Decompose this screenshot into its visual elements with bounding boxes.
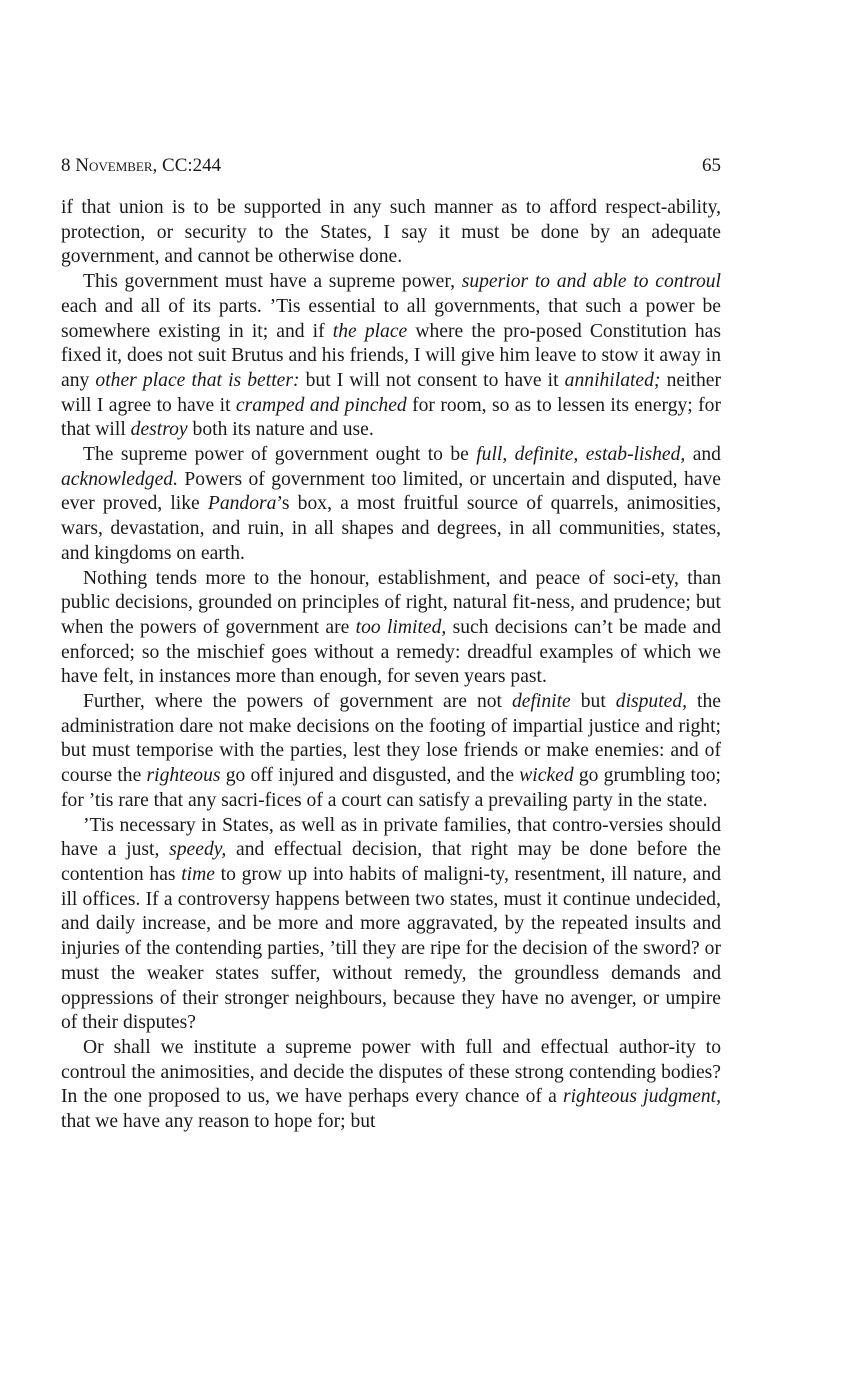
running-head-left bbox=[61, 150, 221, 182]
text-run: such decisions can’t be made and enforced; so the mischief goes without a remedy: dreadful examples of which we have felt, in instances more than enough, for seven years past. bbox=[61, 616, 722, 688]
italic-text: disputed, bbox=[615, 691, 688, 713]
header-date: 8 November, bbox=[61, 155, 158, 176]
body-text bbox=[61, 196, 721, 1135]
paragraph bbox=[61, 1036, 721, 1135]
italic-text: definite bbox=[511, 691, 571, 713]
italic-text: acknowledged. bbox=[61, 468, 178, 490]
text-run: where the pro-posed Constitution has fixed it, does not suit Brutus and his friends, I will give him leave to stow it away in any bbox=[61, 320, 721, 391]
text-run: the administration dare not make decisions on the footing of impartial justice and right; but must temporise with the parties, lest they lose friends or make enemies: and of course the bbox=[61, 691, 721, 787]
text-run: go off injured and disgusted, and the bbox=[220, 765, 520, 787]
italic-text: wicked bbox=[519, 765, 574, 787]
text-run: Powers of government too limited, or uncertain and disputed, have ever proved, like bbox=[61, 468, 721, 515]
italic-text: righteous judgment, bbox=[562, 1086, 721, 1108]
text-run: both its nature and use. bbox=[187, 419, 374, 441]
document-page bbox=[61, 150, 721, 1135]
italic-text: time bbox=[181, 863, 215, 885]
italic-text: the place bbox=[332, 320, 408, 342]
text-run: This government must have a supreme power, bbox=[83, 271, 462, 293]
text-run: but I will not consent to have it bbox=[299, 369, 565, 391]
header-doc-ref: CC:244 bbox=[162, 155, 222, 176]
italic-text: destroy bbox=[130, 419, 188, 441]
text-run: Or shall we institute a supreme power with full and effectual author-ity to controul the animosities, and decide the disputes of these strong contending bodies? In the one proposed to us, we have perhaps every chance of a bbox=[61, 1036, 721, 1108]
italic-text: Pandora bbox=[207, 493, 277, 515]
paragraph bbox=[61, 443, 721, 567]
text-run: to grow up into habits of maligni-ty, resentment, ill nature, and ill offices. If a controversy happens between two states, must it continue undecided, and daily increase, and be more and more aggravated, by the repeated insults and injuries of the contending parties, ’till they are ripe for the decision of the sword? or must the weaker states suffer, without remedy, the groundless demands and oppressions of their stronger neighbours, because they have no avenger, or umpire of their disputes? bbox=[61, 863, 721, 1034]
text-run: each and all of its parts. ’Tis essential to all governments, that such a power be somewhere existing in it; and if bbox=[61, 295, 721, 342]
text-run: ’s box, a most fruitful source of quarrels, animosities, wars, devastation, and ruin, in all shapes and degrees, in all communities, states, and kingdoms on earth. bbox=[61, 493, 721, 564]
paragraph bbox=[61, 814, 721, 1036]
italic-text: annihilated; bbox=[564, 369, 661, 391]
text-run: but bbox=[570, 691, 616, 713]
italic-text: full, definite, estab-lished, bbox=[476, 444, 686, 466]
text-run: go grumbling too; for ’tis rare that any sacri-fices of a court can satisfy a prevailing party in the state. bbox=[61, 765, 721, 811]
text-run: The supreme power of government ought to be bbox=[83, 444, 477, 466]
italic-text: speedy, bbox=[169, 839, 227, 861]
text-run: and bbox=[685, 444, 721, 466]
text-run: that we have any reason to hope for; but bbox=[61, 1111, 376, 1133]
text-run: and effectual decision, that right may be done before the contention has bbox=[61, 839, 721, 885]
text-run: neither will I agree to have it bbox=[61, 369, 721, 416]
text-run: Further, where the powers of government are not bbox=[83, 691, 512, 713]
paragraph bbox=[61, 567, 721, 691]
text-run: for room, so as to lessen its energy; for that will bbox=[61, 394, 721, 441]
italic-text: superior to and able to controul bbox=[461, 271, 721, 293]
text-run: ’Tis necessary in States, as well as in private families, that contro-versies should have a just, bbox=[61, 814, 721, 861]
italic-text: cramped and pinched bbox=[235, 394, 407, 416]
paragraph bbox=[61, 690, 721, 814]
paragraph bbox=[61, 270, 721, 443]
page-number: 65 bbox=[702, 155, 721, 176]
text-run: if that union is to be supported in any such manner as to afford respect-ability, protection, or security to the States, I say it must be done by an adequate government, and cannot be otherwise done. bbox=[61, 197, 721, 268]
text-run: Nothing tends more to the honour, establishment, and peace of soci-ety, than public decisions, grounded on principles of right, natural fit-ness, and prudence; but when the powers of government are bbox=[61, 567, 721, 638]
paragraph bbox=[61, 196, 721, 270]
italic-text: righteous bbox=[146, 765, 221, 787]
italic-text: too limited, bbox=[355, 616, 447, 638]
italic-text: other place that is better: bbox=[95, 369, 300, 391]
running-head bbox=[61, 150, 721, 182]
